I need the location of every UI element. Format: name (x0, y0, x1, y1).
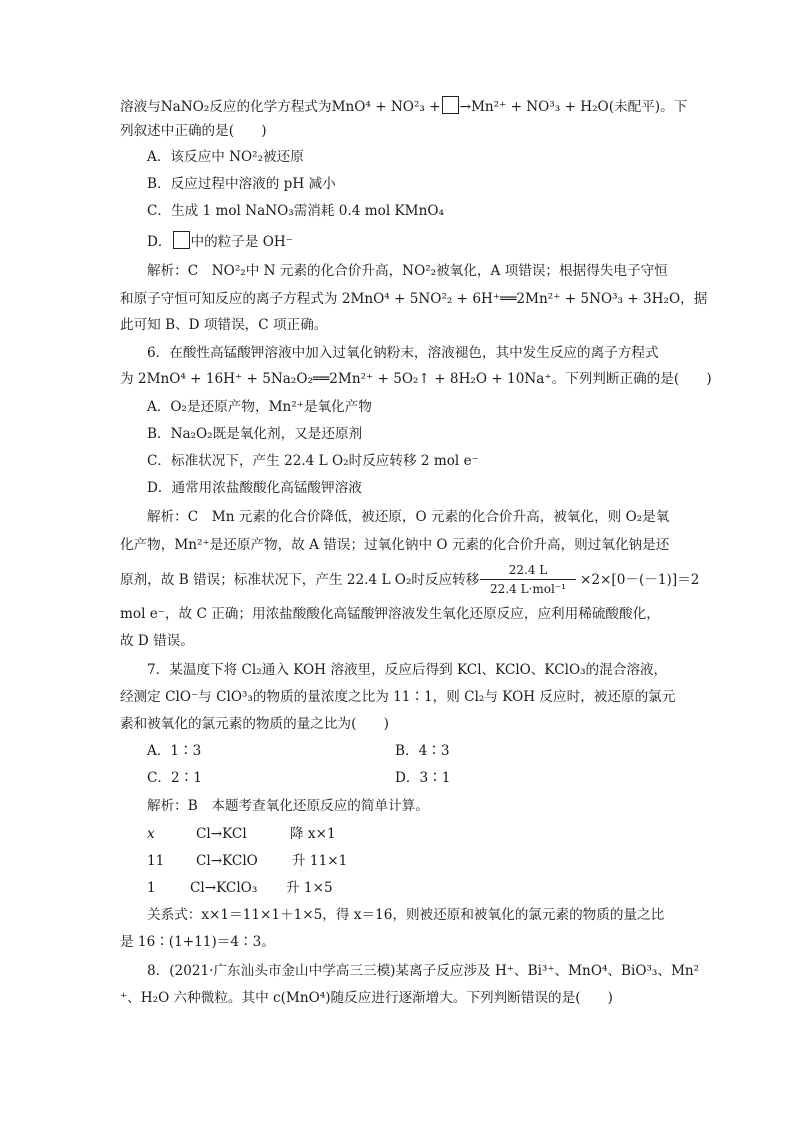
q5-explanation-line-3: 此可知 B、D 项错误，C 项正确。 (120, 317, 328, 333)
q5-option-b: B．反应过程中溶液的 pH 减小 (147, 176, 336, 192)
fraction-numerator: 22.4 L (508, 563, 548, 577)
calc-row-1-count: x (147, 826, 155, 842)
q7-explanation-line-1: 解析：B 本题考查氧化还原反应的简单计算。 (147, 798, 429, 814)
q5-stem-line-1 (120, 96, 687, 116)
q5-stem-text-a: 溶液与NaNO₂反应的化学方程式为MnO⁴ + NO²₃ + (120, 99, 441, 115)
calc-row-2-reaction: Cl→KClO (196, 853, 258, 869)
electron-transfer-fraction (480, 562, 576, 597)
q7-stem-line-3: 素和被氧化的氯元素的物质的量之比为( ) (120, 716, 389, 732)
q6-explanation-line-2: 化产物，Mn²⁺是还原产物，故 A 错误；过氧化钠中 O 元素的化合价升高，则过氧化钠是还 (120, 537, 670, 553)
q5-option-a: A．该反应中 NO²₂被还原 (147, 149, 304, 165)
q5-option-c: C．生成 1 mol NaNO₃需消耗 0.4 mol KMnO₄ (147, 203, 444, 219)
q7-option-a: A．1∶3 (147, 743, 202, 759)
calc-row-3-count: 1 (147, 880, 156, 896)
q6-option-c: C．标准状况下，产生 22.4 L O₂时反应转移 2 mol e⁻ (147, 453, 479, 469)
calc-row-1-reaction: Cl→KCl (196, 826, 247, 842)
q6-explanation-line-1: 解析：C Mn 元素的化合价降低，被还原，O 元素的化合价升高，被氧化，则 O₂是氧 (147, 509, 670, 525)
fraction-bar (480, 579, 576, 580)
q6-option-d: D．通常用浓盐酸酸化高锰酸钾溶液 (147, 480, 362, 496)
calc-row-2-count: 11 (147, 853, 165, 869)
q7-explanation-line-3: 是 16∶(1+11)＝4∶3。 (120, 934, 275, 950)
q5-option-d (147, 231, 293, 251)
q7-option-c: C．2∶1 (147, 770, 202, 786)
q7-option-d: D．3∶1 (395, 770, 451, 786)
calc-row-3-change: 升 1×5 (286, 880, 333, 896)
q6-stem-line-1: 6．在酸性高锰酸钾溶液中加入过氧化钠粉末，溶液褪色，其中发生反应的离子方程式 (147, 345, 659, 361)
q5-option-d-label: D． (147, 234, 172, 250)
q6-explanation-line-5: 故 D 错误。 (120, 633, 194, 649)
q5-explanation-line-2: 和原子守恒可知反应的离子方程式为 2MnO⁴ + 5NO²₂ + 6H⁺══2Mn²⁺ + 5NO³₃ + 3H₂O，据 (120, 291, 708, 307)
q6-explanation-line-3b: ×2×[0－(－1)]＝2 (580, 572, 700, 588)
q7-explanation-line-2: 关系式：x×1＝11×1＋1×5，得 x＝16，则被还原和被氧化的氯元素的物质的量之比 (147, 907, 665, 923)
q6-option-a: A．O₂是还原产物，Mn²⁺是氧化产物 (147, 399, 372, 415)
answer-blank-box (173, 231, 190, 249)
q6-explanation-line-4: mol e⁻，故 C 正确；用浓盐酸酸化高锰酸钾溶液发生氧化还原反应，应利用稀硫酸酸化， (120, 606, 660, 622)
q8-stem-line-2: ⁺、H₂O 六种微粒。其中 c(MnO⁴)随反应进行逐渐增大。下列判断错误的是( ) (120, 990, 613, 1006)
q7-option-b: B．4∶3 (395, 743, 450, 759)
q5-stem-text-b: →Mn²⁺ + NO³₃ + H₂O(未配平)。下 (459, 99, 688, 115)
q7-stem-line-2: 经测定 ClO⁻与 ClO³₃的物质的量浓度之比为 11∶1，则 Cl₂与 KOH 反应时，被还原的氯元 (120, 689, 676, 705)
q5-stem-line-2: 列叙述中正确的是( ) (120, 123, 267, 139)
q6-option-b: B．Na₂O₂既是氧化剂，又是还原剂 (147, 426, 363, 442)
answer-blank-box (442, 96, 459, 114)
calc-row-2-change: 升 11×1 (292, 853, 348, 869)
q6-stem-line-2: 为 2MnO⁴ + 16H⁺ + 5Na₂O₂══2Mn²⁺ + 5O₂↑ + 8H₂O + 10Na⁺。下列判断正确的是( ) (120, 371, 712, 387)
q5-explanation-line-1: 解析：C NO²₂中 N 元素的化合价升高，NO²₂被氧化，A 项错误；根据得失电子守恒 (147, 263, 668, 279)
q8-stem-line-1: 8．(2021·广东汕头市金山中学高三三模)某离子反应涉及 H⁺、Bi³⁺、MnO⁴、BiO³₃、Mn² (147, 963, 700, 979)
q7-stem-line-1: 7．某温度下将 Cl₂通入 KOH 溶液里，反应后得到 KCl、KClO、KClO₃的混合溶液， (147, 662, 668, 678)
calc-row-1-change: 降 x×1 (290, 826, 336, 842)
q6-explanation-line-3a: 原剂，故 B 错误；标准状况下，产生 22.4 L O₂时反应转移 (120, 572, 480, 588)
q5-option-d-text: 中的粒子是 OH⁻ (190, 234, 293, 250)
fraction-denominator: 22.4 L·mol⁻¹ (490, 582, 566, 596)
calc-row-3-reaction: Cl→KClO₃ (190, 880, 258, 896)
